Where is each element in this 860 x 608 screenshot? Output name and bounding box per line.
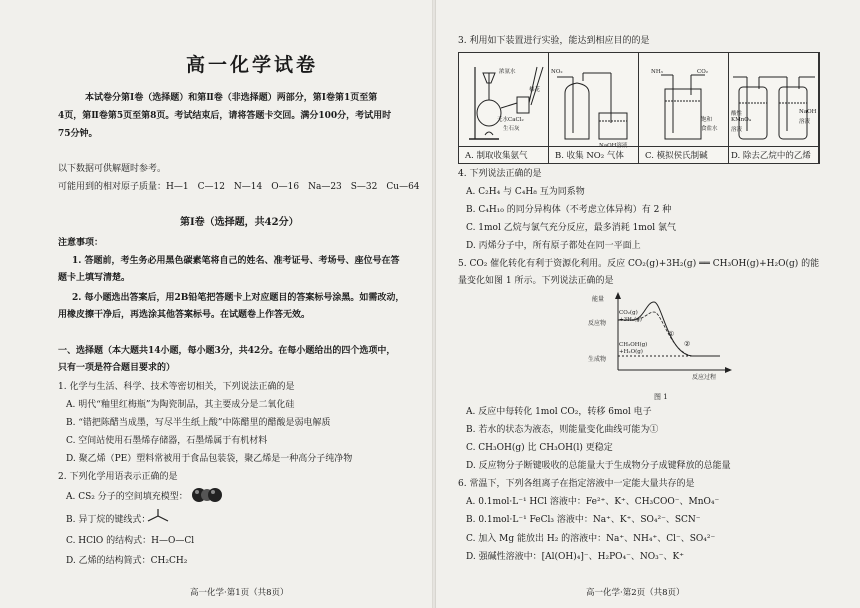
q6-option-d: D. 强碱性溶液中：[Al(OH)₄]⁻、H₂PO₄⁻、NO₃⁻、K⁺ [466, 552, 684, 562]
label-anhydrous-cacl2: 无水CaCl₂ [497, 117, 524, 123]
q1-option-b: B. “错把陈醋当成墨，写尽半生纸上酸”中陈醋里的醋酸是弱电解质 [66, 418, 331, 428]
left-page-footer: 高一化学·第1页（共8页） [190, 588, 289, 598]
label-nh3: NH₃ [651, 69, 663, 75]
energy-axis-label: 能量 [592, 296, 605, 303]
atomic-masses: 可能用到的相对原子质量：H—1 C—12 N—14 O—16 Na—23 S—32 Cu—64 [58, 182, 420, 192]
exam-title: 高一化学试卷 [186, 54, 319, 76]
q6-option-c: C. 加入 Mg 能放出 H₂ 的溶液中：Na⁺、NH₄⁺、Cl⁻、SO₄²⁻ [466, 534, 716, 544]
label-no2: NO₂ [551, 69, 563, 75]
intro-line-1: 本试卷分第Ⅰ卷（选择题）和第Ⅱ卷（非选择题）两部分，第Ⅰ卷第1页至第 [85, 93, 378, 103]
q3-option-c: C. 模拟侯氏制碱 [645, 151, 708, 161]
intro-line-3: 75分钟。 [58, 129, 98, 139]
label-solution-d1: 溶液 [731, 127, 743, 133]
curve-1-label: ① [668, 330, 675, 338]
reaction-progress-label: 反应过程 [692, 374, 717, 381]
label-naoh-solution-b: NaOH溶液 [599, 143, 628, 149]
isobutane-skeletal-formula [146, 509, 172, 525]
label-conc-ammonia: 浓氨水 [499, 69, 516, 75]
q4-option-b: B. C₄H₁₀ 的同分异构体（不考虑立体异构）有 2 种 [466, 205, 672, 215]
q2-stem: 2. 下列化学用语表示正确的是 [58, 472, 178, 482]
product-species-2: +H₂O(g) [619, 349, 643, 355]
q2-option-d: D. 乙烯的结构简式：CH₂CH₂ [66, 556, 188, 566]
section-title: 一、选择题（本大题共14小题，每小题3分，共42分。在每小题给出的四个选项中， [58, 346, 396, 356]
label-kmno4: KMnO₄ [731, 117, 751, 123]
label-saturated: 饱和 [701, 117, 713, 123]
figure-1-caption: 图 1 [654, 393, 668, 401]
q2-option-c: C. HClO 的结构式：H—O—Cl [66, 536, 195, 546]
energy-profile-svg [588, 290, 738, 380]
label-solution-d2: 溶液 [799, 119, 811, 125]
notice-line-4: 用橡皮擦干净后，再选涂其他答案标号。在试题卷上作答无效。 [58, 310, 311, 320]
q2-option-b: B. 异丁烷的键线式： [66, 515, 151, 525]
cs2-space-filling-model [190, 486, 224, 504]
q1-option-c: C. 空间站使用石墨烯存储器，石墨烯属于有机材料 [66, 436, 268, 446]
q6-stem: 6. 常温下，下列各组离子在指定溶液中一定能大量共存的是 [458, 479, 695, 489]
q4-option-c: C. 1mol 乙烷与氯气充分反应，最多消耗 1mol 氯气 [466, 223, 676, 233]
notice-title: 注意事项： [58, 238, 104, 248]
label-quicklime: 生石灰 [503, 126, 520, 132]
q5-option-d: D. 反应物分子断键吸收的总能量大于生成物分子成键释放的总能量 [466, 461, 731, 471]
q3-stem: 3. 利用如下装置进行实验，能达到相应目的的是 [458, 36, 650, 46]
label-cotton: 棉花 [529, 87, 541, 93]
q4-stem: 4. 下列说法正确的是 [458, 169, 542, 179]
right-page-footer: 高一化学·第2页（共8页） [586, 588, 685, 598]
q1-option-a: A. 明代“釉里红梅瓶”为陶瓷制品，其主要成分是二氧化硅 [66, 400, 295, 410]
q5-option-b: B. 若水的状态为液态，则能量变化曲线可能为① [466, 425, 659, 435]
intro-line-2: 4页，第Ⅱ卷第5页至第8页。考试结束后，请将答题卡交回。满分100分，考试用时 [58, 111, 392, 121]
q3-caption-row [459, 146, 819, 163]
gas-washing-bottles-drawing [729, 53, 819, 147]
notice-line-2: 题卡上填写清楚。 [58, 273, 131, 283]
notice-line-1: 1. 答题前，考生务必用黑色碳素笔将自己的姓名、准考证号、考场号、座位号在答 [72, 256, 400, 266]
q3-option-b: B. 收集 NO₂ 气体 [555, 151, 624, 161]
no2-collection-drawing [549, 53, 639, 147]
label-acidic: 酸性 [731, 111, 743, 117]
q6-option-b: B. 0.1mol·L⁻¹ FeCl₃ 溶液中：Na⁺、K⁺、SO₄²⁻、SCN⁻ [466, 515, 701, 525]
label-co2: CO₂ [697, 69, 708, 75]
label-brine: 食盐水 [701, 126, 718, 132]
volume-title: 第Ⅰ卷（选择题，共42分） [180, 217, 299, 228]
q5-stem-1: 5. CO₂ 催化转化有利于资源化利用。反应 CO₂(g)+3H₂(g) ══ CH₃OH(g)+H₂O(g) 的能 [458, 259, 820, 269]
section-title-2: 只有一项是符合题目要求的） [58, 363, 176, 373]
q2-option-a: A. CS₂ 分子的空间填充模型： [66, 492, 188, 502]
q3-option-d: D. 除去乙烷中的乙烯 [731, 151, 811, 161]
energy-profile-figure [588, 290, 738, 390]
notice-line-3: 2. 每小题选出答案后，用2B铅笔把答题卡上对应题目的答案标号涂黑。如需改动， [72, 293, 405, 303]
label-naoh-d: NaOH [799, 109, 817, 115]
reactant-species-1: CO₂(g) [619, 310, 638, 316]
solvay-process-drawing [639, 53, 729, 147]
right-page [436, 0, 860, 608]
q4-option-d: D. 丙烯分子中，所有原子都处在同一平面上 [466, 241, 641, 251]
q1-stem: 1. 化学与生活、科学、技术等密切相关，下列说法正确的是 [58, 382, 295, 392]
q6-option-a: A. 0.1mol·L⁻¹ HCl 溶液中：Fe²⁺、K⁺、CH₃COO⁻、MnO₄⁻ [466, 497, 720, 507]
reference-note: 以下数据可供解题时参考。 [58, 164, 167, 174]
q3-apparatus-panel [458, 52, 820, 164]
q4-option-a: A. C₂H₄ 与 C₄H₈ 互为同系物 [466, 187, 585, 197]
reactant-species-2: +3H₂(g) [619, 317, 642, 323]
product-species-1: CH₃OH(g) [619, 342, 648, 348]
reactant-level-label: 反应物 [588, 320, 607, 327]
curve-2-label: ② [684, 340, 691, 348]
product-level-label: 生成物 [588, 356, 607, 363]
q5-option-a: A. 反应中每转化 1mol CO₂，转移 6mol 电子 [466, 407, 652, 417]
q5-option-c: C. CH₃OH(g) 比 CH₃OH(l) 更稳定 [466, 443, 613, 453]
q3-option-a: A. 制取收集氨气 [465, 151, 528, 161]
q5-stem-2: 量变化如图 1 所示。下列说法正确的是 [458, 276, 614, 286]
q1-option-d: D. 聚乙烯（PE）塑料常被用于食品包装袋，聚乙烯是一种高分子纯净物 [66, 454, 353, 464]
